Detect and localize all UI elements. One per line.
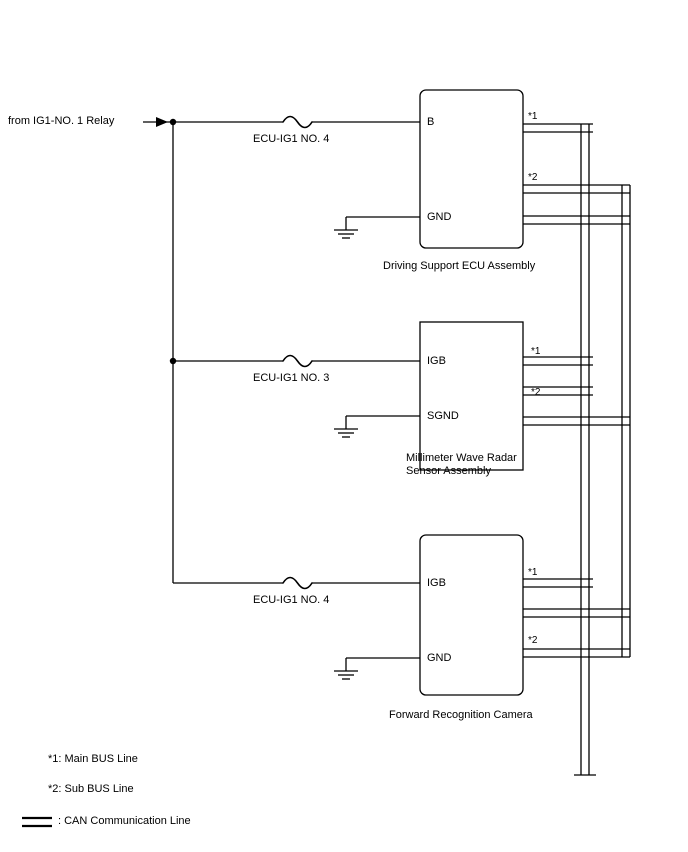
bus-mark-ecu1-sub: *2 (528, 172, 538, 183)
ground-symbols (334, 217, 420, 679)
fuse-label-2: ECU-IG1 NO. 3 (253, 372, 330, 384)
fuse-label-1: ECU-IG1 NO. 4 (253, 133, 330, 145)
pin-label-ecu3-igb: IGB (427, 577, 446, 589)
fuse-symbols (283, 117, 312, 589)
pin-label-ecu1-b: B (427, 116, 435, 128)
legend-can-line-icon (22, 818, 52, 826)
source-arrow-icon (156, 117, 168, 127)
ecu-box-radar-sensor (420, 322, 523, 470)
source-label: from IG1-NO. 1 Relay (8, 115, 115, 127)
bus-mark-ecu2-sub: *2 (531, 387, 541, 398)
ecu-box-driving-support (420, 90, 523, 248)
ecu-name-radar-sensor-line2: Sensor Assembly (406, 465, 491, 477)
legend-note-can-line: : CAN Communication Line (58, 815, 191, 827)
pin-label-ecu3-gnd: GND (427, 652, 452, 664)
ecu-name-driving-support: Driving Support ECU Assembly (383, 260, 536, 272)
legend-note-main-bus: *1: Main BUS Line (48, 753, 138, 765)
ecu-name-radar-sensor-line1: Millimeter Wave Radar (406, 452, 517, 464)
pin-label-ecu2-igb: IGB (427, 355, 446, 367)
bus-mark-ecu3-sub: *2 (528, 635, 538, 646)
pin-label-ecu2-sgnd: SGND (427, 410, 459, 422)
bus-mark-ecu3-main: *1 (528, 567, 538, 578)
ecu-name-forward-camera: Forward Recognition Camera (389, 709, 533, 721)
ecu-boxes (420, 90, 523, 695)
fuse-label-3: ECU-IG1 NO. 4 (253, 594, 330, 606)
pin-label-ecu1-gnd: GND (427, 211, 452, 223)
legend-note-sub-bus: *2: Sub BUS Line (48, 783, 134, 795)
bus-mark-ecu1-main: *1 (528, 111, 538, 122)
can-bus-lines (523, 124, 630, 775)
bus-mark-ecu2-main: *1 (531, 346, 541, 357)
ecu-box-forward-camera (420, 535, 523, 695)
power-feed-lines (143, 122, 420, 583)
